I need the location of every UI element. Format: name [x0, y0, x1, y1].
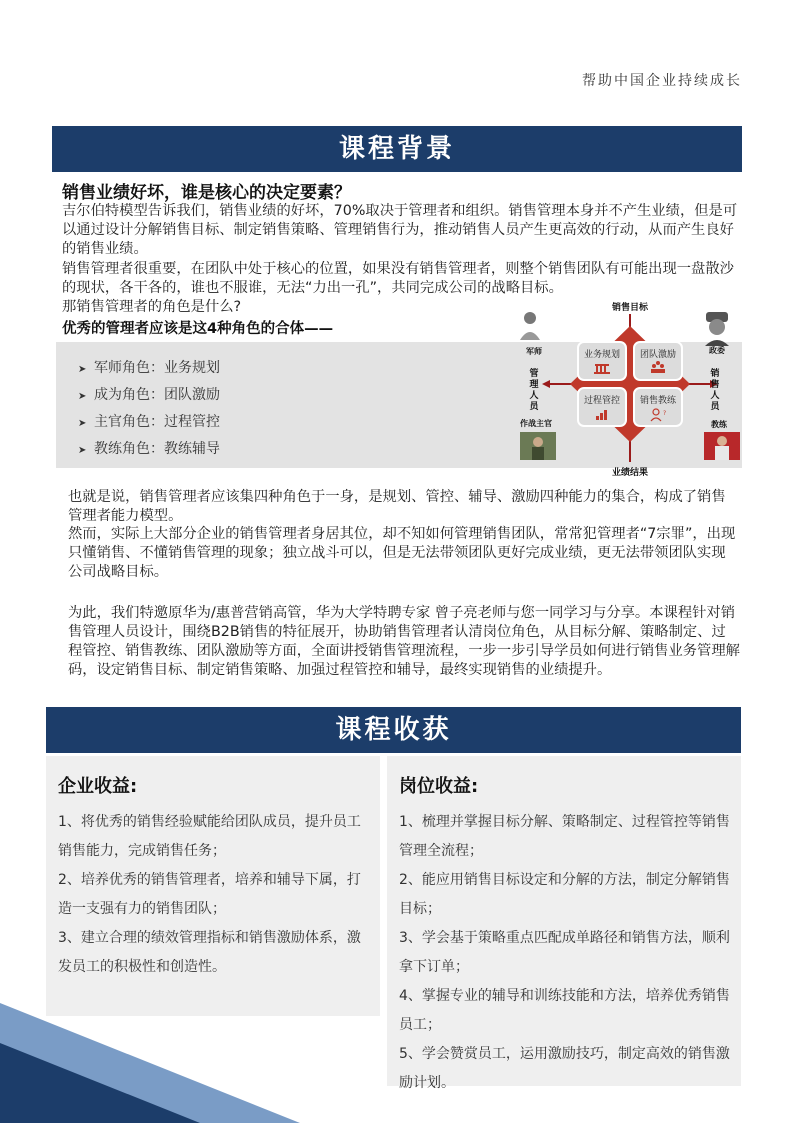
list-item: 3、建立合理的绩效管理指标和销售激励体系，激发员工的积极性和创造性。 — [58, 930, 361, 975]
course-background-banner: 课程背景 — [52, 126, 742, 172]
course-gains-banner: 课程收获 — [46, 707, 741, 753]
arrow-bullet-icon: ➤ — [78, 391, 87, 402]
svg-text:?: ? — [663, 410, 667, 417]
list-item: 2、培养优秀的销售管理者，培养和辅导下属，打造一支强有力的销售团队； — [58, 872, 361, 917]
list-item: 1、将优秀的销售经验赋能给团队成员，提升员工销售能力，完成销售任务； — [58, 814, 361, 859]
corner-decoration — [0, 1003, 300, 1123]
paragraph-capability-model: 也就是说，销售管理者应该集四种角色于一身，是规划、管控、辅导、激励四种能力的集合，构成了销售管理者能力模型。 — [68, 489, 726, 524]
corner-label: 政委 — [709, 346, 725, 355]
commissar-figure-icon — [705, 312, 729, 346]
strategist-figure-icon — [520, 312, 540, 340]
commander-photo-icon — [520, 432, 556, 460]
axis-left-char: 员 — [529, 402, 539, 412]
arrow-bullet-icon: ➤ — [78, 418, 87, 429]
roles-title: 优秀的管理者应该是这4种角色的合体—— — [62, 321, 334, 337]
list-item: 5、学会赞赏员工，运用激励技巧，制定高效的销售激励计划。 — [399, 1046, 730, 1091]
paragraph-role-question: 那销售管理者的角色是什么? — [62, 299, 242, 315]
quadrant-sales-coaching — [634, 388, 682, 426]
axis-left-char: 人 — [529, 391, 539, 401]
paragraph-course-intro: 为此，我们特邀原华为/惠普营销高管，华为大学特聘专家 曾子亮老师与您一同学习与分享。本课程针对销售管理人员设计，围绕B2B销售的特征展开，协助销售管理者认清岗位角色，从目标分解、策略制定、过程管控、销售教练、团队激励等方面，全面讲授销售管理流程，一步一步引导学员如何进行销售业务管理解码，设定销售目标、制定销售策略、加强过程管控和辅导，最终实现销售的业绩提升。 — [68, 605, 740, 678]
corner-label: 作战主官 — [520, 419, 552, 428]
corner-label: 教练 — [711, 420, 727, 429]
list-item: 4、掌握专业的辅导和训练技能和方法，培养优秀销售员工； — [399, 988, 730, 1033]
quadrant-process-control — [578, 388, 626, 426]
enterprise-gains-title: 企业收益: — [58, 776, 138, 797]
axis-right-char: 售 — [710, 380, 720, 390]
axis-right-char: 人 — [710, 391, 720, 401]
quadrant-label: 业务规划 — [583, 350, 621, 360]
paragraph-manager-importance: 销售管理者很重要，在团队中处于核心的位置，如果没有销售管理者，则整个销售团队有可能出现一盘散沙的现状，各干各的，谁也不服谁，无法“力出一孔”，共同完成公司的战略目标。 — [62, 261, 734, 296]
list-item: 1、梳理并掌握目标分解、策略制定、过程管控等销售管理全流程； — [399, 814, 730, 859]
axis-right-char: 销 — [710, 369, 720, 379]
axis-top-label: 销售目标 — [611, 303, 649, 313]
enterprise-gains-panel — [46, 756, 380, 1016]
coach-photo-icon — [704, 432, 740, 460]
paragraph-seven-sins: 然而，实际上大部分企业的销售管理者身居其位，却不知如何管理销售团队，常常犯管理者“7宗罪”，出现只懂销售、不懂销售管理的现象；独立战斗可以，但是无法带领团队更好完成业绩，更无法带领团队实现公司战略目标。 — [68, 526, 736, 580]
paragraph-gilbert-model: 吉尔伯特模型告诉我们，销售业绩的好坏，70%取决于管理者和组织。销售管理本身并不产生业绩，但是可以通过设计分解销售目标、制定销售策略、管理销售行为，推动销售人员产生更高效的行动，从而产生良好的销售业绩。 — [62, 203, 738, 257]
axis-left-char: 管 — [529, 369, 539, 379]
list-item: ➤ 成为角色：团队激励 — [78, 383, 220, 410]
quadrant-label: 过程管控 — [583, 396, 621, 406]
position-gains-panel — [387, 756, 741, 1091]
list-item: ➤ 教练角色：教练辅导 — [78, 437, 220, 464]
header-tagline: 帮助中国企业持续成长 — [582, 73, 742, 89]
position-gains-title: 岗位收益: — [399, 776, 479, 797]
quadrant-label: 销售教练 — [639, 396, 677, 406]
list-item: 3、学会基于策略重点匹配成单路径和销售方法，顺利拿下订单； — [399, 930, 730, 975]
axis-bottom-label: 业绩结果 — [611, 468, 649, 478]
axis-left-char: 理 — [529, 380, 539, 390]
list-item: ➤ 军师角色：业务规划 — [78, 356, 220, 383]
quadrant-label: 团队激励 — [639, 350, 677, 360]
corner-label: 军师 — [526, 347, 542, 356]
arrow-bullet-icon: ➤ — [78, 445, 87, 456]
manager-role-diagram — [514, 300, 746, 478]
roles-list — [78, 356, 220, 464]
section-question: 销售业绩好坏，谁是核心的决定要素？ — [62, 183, 351, 203]
arrow-bullet-icon: ➤ — [78, 364, 87, 375]
axis-right-char: 员 — [710, 402, 720, 412]
arrow-left-icon — [542, 380, 550, 388]
quadrant-business-planning — [578, 342, 626, 380]
list-item: ➤ 主官角色：过程管控 — [78, 410, 220, 437]
list-item: 2、能应用销售目标设定和分解的方法，制定分解销售目标； — [399, 872, 730, 917]
